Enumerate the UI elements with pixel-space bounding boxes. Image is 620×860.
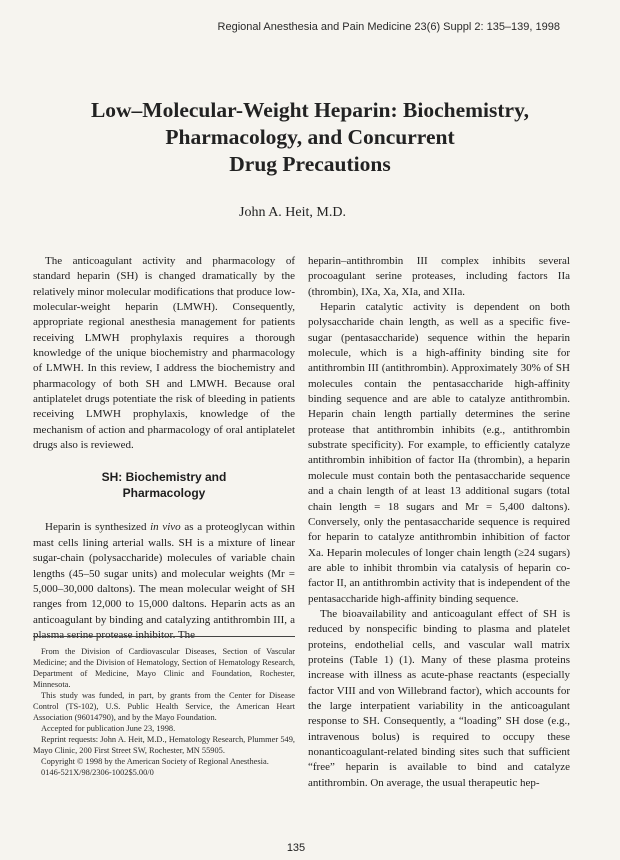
footnote-accepted: Accepted for publication June 23, 1998. <box>41 724 176 733</box>
page-number: 135 <box>286 842 306 854</box>
abstract-paragraph: The anticoagulant activity and pharmacology of standard heparin (SH) is changed dramatically by the relatively minor molecular modifications that produce low-molecular-weight heparin (LMWH). Consequently, appropriate regional anesthesia management for patients receiving LMWH prophylaxis requires a thorough knowledge of the unique biochemistry and pharmacology of LMWH. In this review, I address the biochemistry and pharmacology of both SH and LMWH. Because oral antiplatelet drugs potentiate the risk of bleeding in patients receiving LMWH prophylaxis, knowledge of the mechanism of action and pharmacology of oral antiplatelet drugs also is reviewed. <box>33 255 295 452</box>
section-heading-line-2: Pharmacology <box>122 485 206 500</box>
section-heading <box>33 470 295 501</box>
body-paragraph-catalytic-activity: Heparin catalytic activity is dependent on both polysaccharide chain length, as well as a specific five-sugar (pentasaccharide) sequence within the heparin molecule, which is a high-affinity binding site for antithrombin III (antithrombin). Approximately 30% of SH molecules contain the pentasaccharide high-affinity binding sequence and are able to catalyze antithrombin. Heparin chain length partially determines the serine protease that antithrombin inhibits (e.g., antithrombin substrate specificity). For example, to efficiently catalyze antithrombin inhibition of factor IIa (thrombin), a heparin molecule must contain both the pentasaccharide sequence and a chain length of at least 13 additional sugars (total chain length = 18 sugars and Mr = 5,400 daltons). Conversely, only the pentasaccharide sequence is required for heparin to catalyze antithrombin inhibition of factor Xa. Heparin molecules of longer chain length (≥24 sugars) are able to inhibit thrombin via catalysis of heparin co-factor II, an antithrombin activity that is independent of the pentasaccharide high-affinity binding sequence. <box>308 301 570 605</box>
footnote-issn: 0146-521X/98/2306-1002$5.00/0 <box>41 768 154 777</box>
section-heading-line-1: SH: Biochemistry and <box>101 470 227 485</box>
paragraph-text-start: Heparin is synthesized <box>45 521 151 534</box>
left-column <box>33 254 295 643</box>
title-line-2: Pharmacology, and Concurrent <box>165 125 455 149</box>
footnotes <box>33 646 295 778</box>
body-paragraph-heparin-synthesis <box>33 520 295 643</box>
title-line-3: Drug Precautions <box>229 152 391 176</box>
footnote-affiliation: From the Division of Cardiovascular Diseases, Section of Vascular Medicine; and the Division of Hematology, Section of Hematology Research, Department of Medicine, Mayo Clinic and Foundation, Rochester, Minnesota. <box>33 647 295 689</box>
author-byline: John A. Heit, M.D. <box>239 205 346 220</box>
footnote-divider <box>33 636 295 637</box>
journal-citation: Regional Anesthesia and Pain Medicine 23(6) Suppl 2: 135–139, 1998 <box>217 21 560 33</box>
right-column <box>308 254 570 791</box>
body-paragraph-bioavailability: The bioavailability and anticoagulant effect of SH is reduced by nonspecific binding to plasma and platelet proteins, endothelial cells, and vascular wall matrix proteins (Table 1) (1). Many of these plasma proteins increase with illness as acute-phase reactants (especially factor VIII and von Willebrand factor), which accounts for the large interpatient variability in the anticoagulant response to SH. Consequently, a “loading” SH dose (e.g., intravenous bolus) is required to occupy these nonanticoagulant-related binding sites such that sufficient “free” heparin is available to bind and catalyze antithrombin. On average, the usual therapeutic hep- <box>308 607 570 789</box>
body-paragraph-continued: heparin–antithrombin III complex inhibits several procoagulant serine proteases, including factors IIa (thrombin), IXa, Xa, XIa, and XIIa. <box>308 255 570 298</box>
italic-phrase: in vivo <box>150 521 181 534</box>
article-title <box>0 97 620 178</box>
footnote-funding: This study was funded, in part, by grants from the Center for Disease Control (TS-102), U.S. Public Health Service, the American Heart Association (96014790), and by the Mayo Foundation. <box>33 691 295 722</box>
footnote-reprint-requests: Reprint requests: John A. Heit, M.D., Hematology Research, Plummer 549, Mayo Clinic, 200 First Street SW, Rochester, MN 55905. <box>33 735 295 755</box>
footnote-copyright: Copyright © 1998 by the American Society of Regional Anesthesia. <box>41 757 269 766</box>
paragraph-text-rest: as a proteoglycan within mast cells lining arterial walls. SH is a mixture of linear sugar-chain (polysaccharide) molecules of variable chain lengths (45–50 sugar units) and molecular weights (Mr = 5,000–30,000 daltons). The mean molecular weight of SH ranges from 12,000 to 15,000 daltons. Heparin acts as an anticoagulant by binding and catalyzing antithrombin III, a plasma serine protease inhibitor. The <box>33 521 295 641</box>
title-line-1: Low–Molecular-Weight Heparin: Biochemistry, <box>90 98 530 122</box>
